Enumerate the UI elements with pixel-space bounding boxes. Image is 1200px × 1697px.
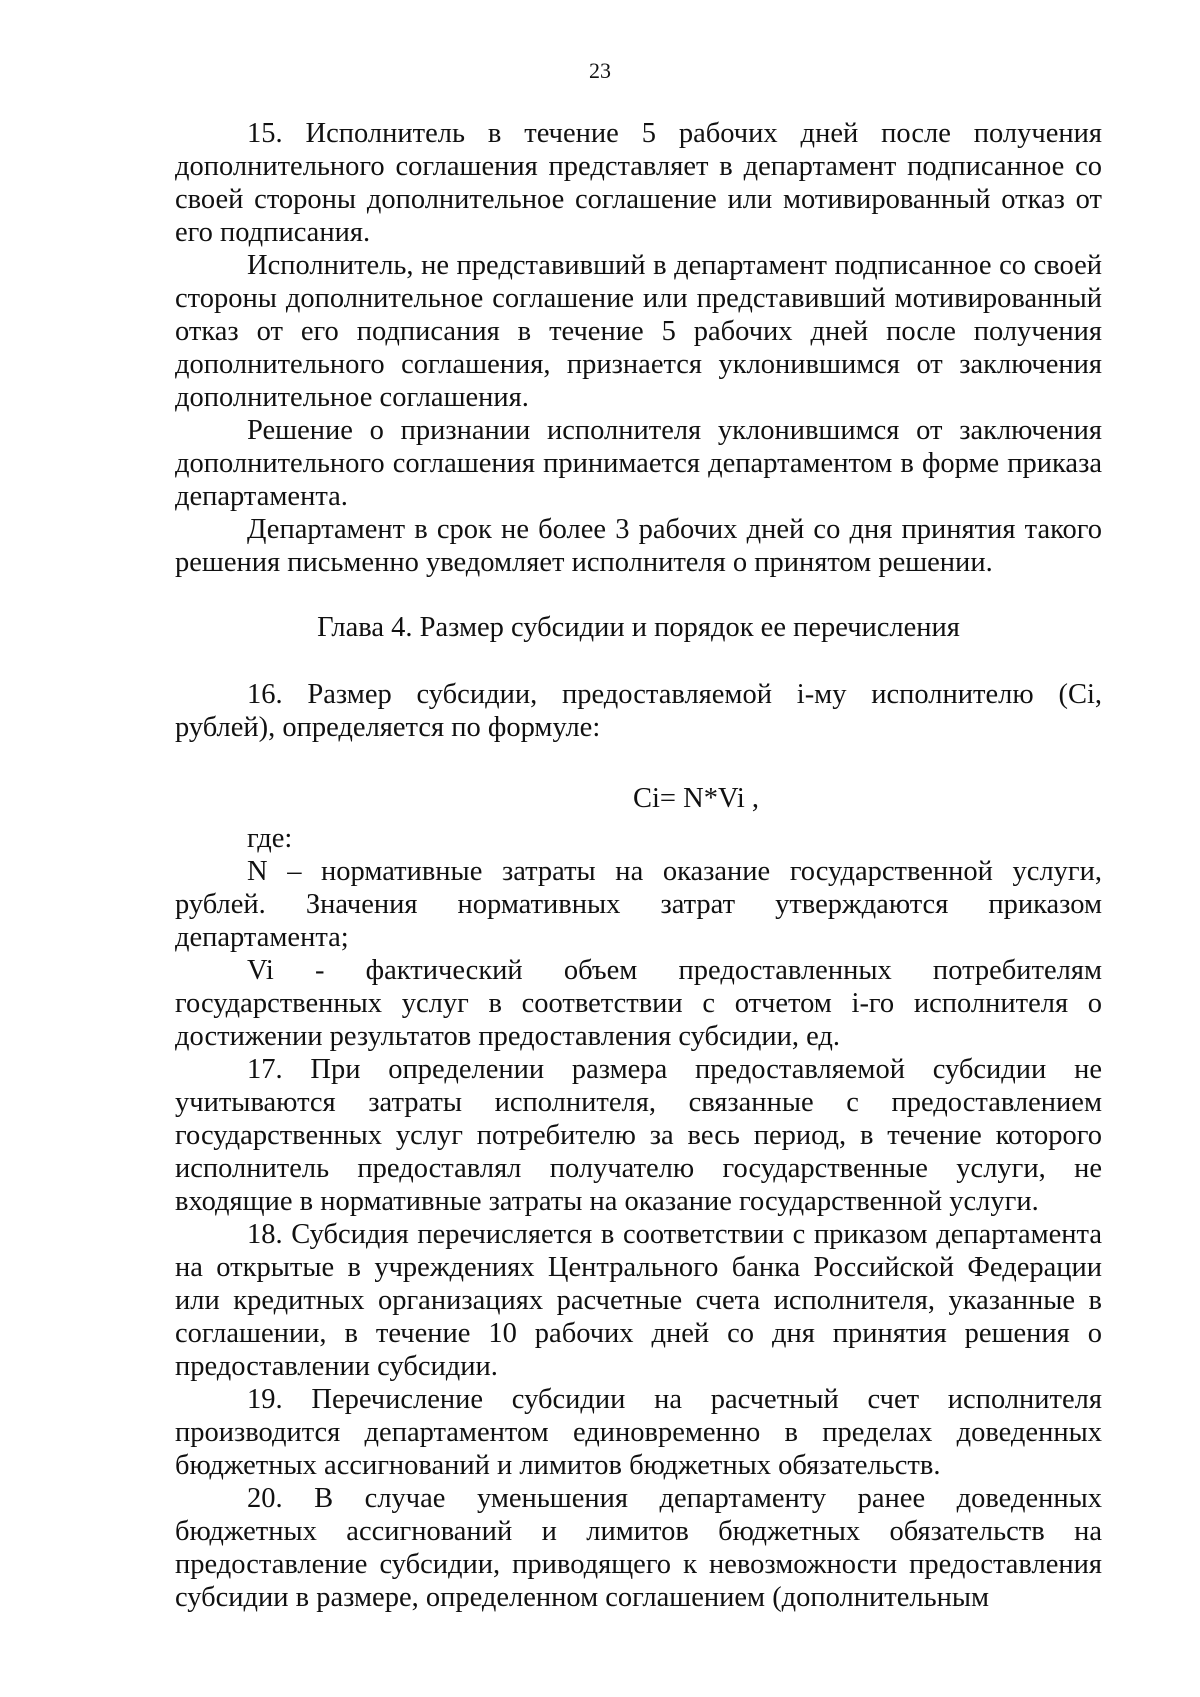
document-body [175, 117, 1102, 1614]
paragraph-15-part-1: 15. Исполнитель в течение 5 рабочих дней после получения дополнительного соглашения представляет в департамент подписанное со своей стороны дополнительное соглашение или мотивированный отказ от его подписания. [175, 118, 1102, 248]
paragraph-17: 17. При определении размера предоставляемой субсидии не учитываются затраты исполнителя, связанные с предоставлением государственных услуг потребителю за весь период, в течение которого исполнитель предоставлял получателю государственные услуги, не входящие в нормативные затраты на оказание государственной услуги. [175, 1054, 1102, 1217]
page-number: 23 [589, 58, 611, 83]
subsidy-formula: Ci= N*Vi , [633, 783, 759, 814]
paragraph-15-part-3: Решение о признании исполнителя уклонившимся от заключения дополнительного соглашения принимается департаментом в форме приказа департамента. [175, 415, 1102, 512]
formula-where-label: где: [247, 823, 293, 854]
paragraph-16: 16. Размер субсидии, предоставляемой i-му исполнителю (Ci, рублей), определяется по формуле: [175, 679, 1102, 743]
definition-n: N – нормативные затраты на оказание государственной услуги, рублей. Значения нормативных затрат утверждаются приказом департамента; [175, 856, 1102, 953]
paragraph-18: 18. Субсидия перечисляется в соответствии с приказом департамента на открытые в учреждениях Центрального банка Российской Федерации или кредитных организациях расчетные счета исполнителя, указанные в соглашении, в течение 10 рабочих дней со дня принятия решения о предоставлении субсидии. [175, 1219, 1102, 1382]
chapter-heading: Глава 4. Размер субсидии и порядок ее перечисления [317, 612, 960, 643]
paragraph-19: 19. Перечисление субсидии на расчетный счет исполнителя производится департаментом единовременно в пределах доведенных бюджетных ассигнований и лимитов бюджетных обязательств. [175, 1384, 1102, 1481]
paragraph-15-part-4: Департамент в срок не более 3 рабочих дней со дня принятия такого решения письменно уведомляет исполнителя о принятом решении. [175, 514, 1102, 578]
paragraph-20: 20. В случае уменьшения департаменту ранее доведенных бюджетных ассигнований и лимитов бюджетных обязательств на предоставление субсидии, приводящего к невозможности предоставления субсидии в размере, определенном соглашением (дополнительным [175, 1483, 1102, 1613]
paragraph-15-part-2: Исполнитель, не представивший в департамент подписанное со своей стороны дополнительное соглашение или представивший мотивированный отказ от его подписания в течение 5 рабочих дней после получения дополнительного соглашения, признается уклонившимся от заключения дополнительное соглашения. [175, 250, 1102, 413]
definition-vi: Vi - фактический объем предоставленных потребителям государственных услуг в соответствии с отчетом i-го исполнителя о достижении результатов предоставления субсидии, ед. [175, 955, 1102, 1052]
